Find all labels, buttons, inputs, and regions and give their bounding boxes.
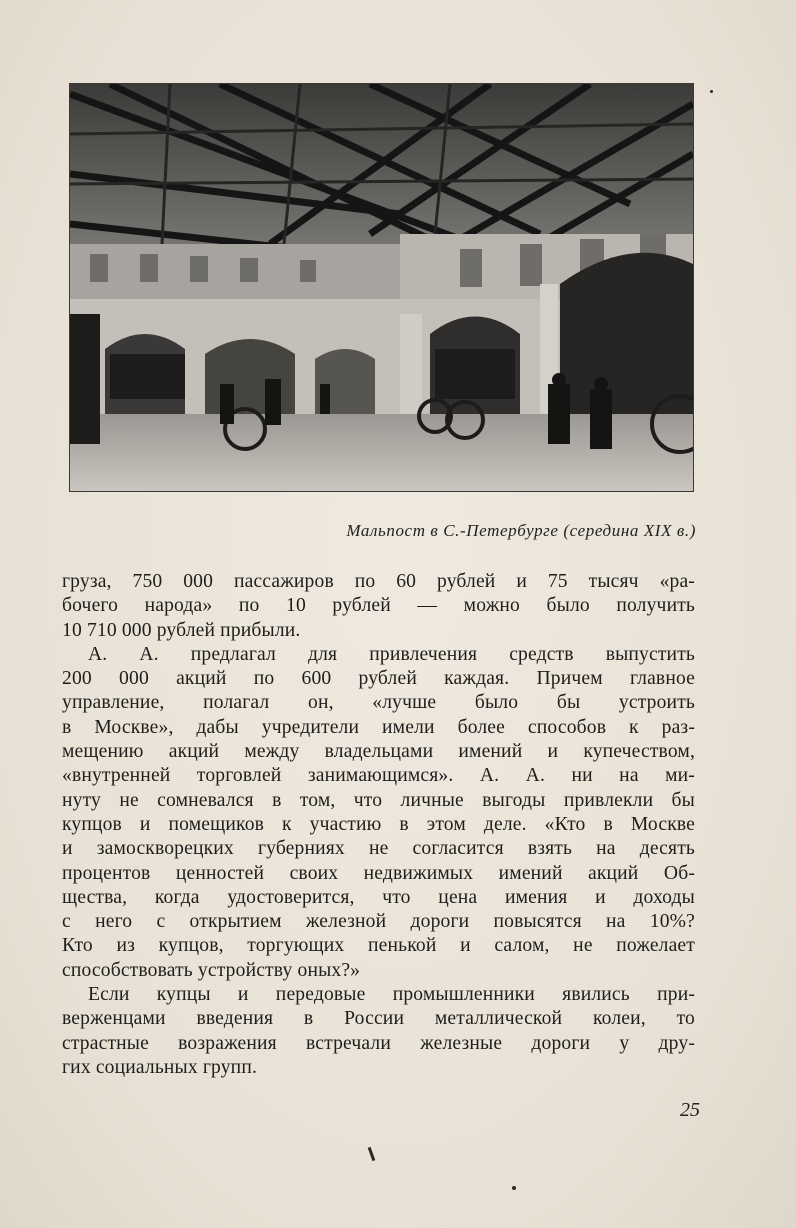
- text-line: А. А. предлагал для привлечения средств выпустить: [88, 643, 695, 665]
- body-text: [62, 570, 695, 1080]
- text-line: верженцами введения в России металлической колеи, то: [62, 1008, 695, 1030]
- text-line: нуту не сомневался в том, что личные выгоды привлекли бы: [62, 789, 695, 811]
- ink-speck: [512, 1186, 516, 1190]
- figure-caption: Мальпост в С.-Петербурге (середина XIX в.): [346, 521, 696, 540]
- text-line: «внутренней торговлей занимающимся». А. А. ни на ми-: [62, 765, 695, 787]
- text-line: управление, полагал он, «лучше было бы устроить: [62, 692, 695, 714]
- text-line: в Москве», дабы учредители имели более способов к раз-: [62, 716, 695, 738]
- text-line: купцов и помещиков к участию в этом деле. «Кто в Москве: [62, 813, 695, 835]
- text-line: груза, 750 000 пассажиров по 60 рублей и 75 тысяч «ра-: [62, 571, 695, 592]
- text-line: Кто из купцов, торгующих пенькой и салом, не пожелает: [62, 935, 695, 957]
- ink-speck: [368, 1147, 376, 1161]
- text-line: с него с открытием железной дороги повысятся на 10%?: [62, 911, 695, 933]
- page-number: 25: [680, 1099, 700, 1121]
- text-line: 200 000 акций по 600 рублей каждая. Причем главное: [62, 668, 695, 690]
- text-line: Если купцы и передовые промышленники явились при-: [88, 984, 695, 1006]
- text-line: способствовать устройству оных?»: [62, 959, 361, 981]
- text-line: щества, когда удостоверится, что цена имения и доходы: [62, 886, 695, 908]
- text-line: и замоскворецких губерниях не согласится взять на десять: [62, 838, 695, 860]
- malpost-hall-picture: [70, 84, 693, 491]
- ink-speck: [710, 90, 713, 93]
- text-line: мещению акций между владельцами имений и купечеством,: [62, 741, 695, 763]
- text-line: страстные возражения встречали железные дороги у дру-: [62, 1032, 695, 1054]
- text-line: 10 710 000 рублей прибыли.: [62, 619, 301, 641]
- text-line: гих социальных групп.: [62, 1056, 258, 1078]
- engraving-illustration: [70, 84, 693, 491]
- text-line: бочего народа» по 10 рублей — можно было получить: [62, 595, 695, 617]
- text-line: процентов ценностей своих недвижимых имений акций Об-: [62, 862, 695, 884]
